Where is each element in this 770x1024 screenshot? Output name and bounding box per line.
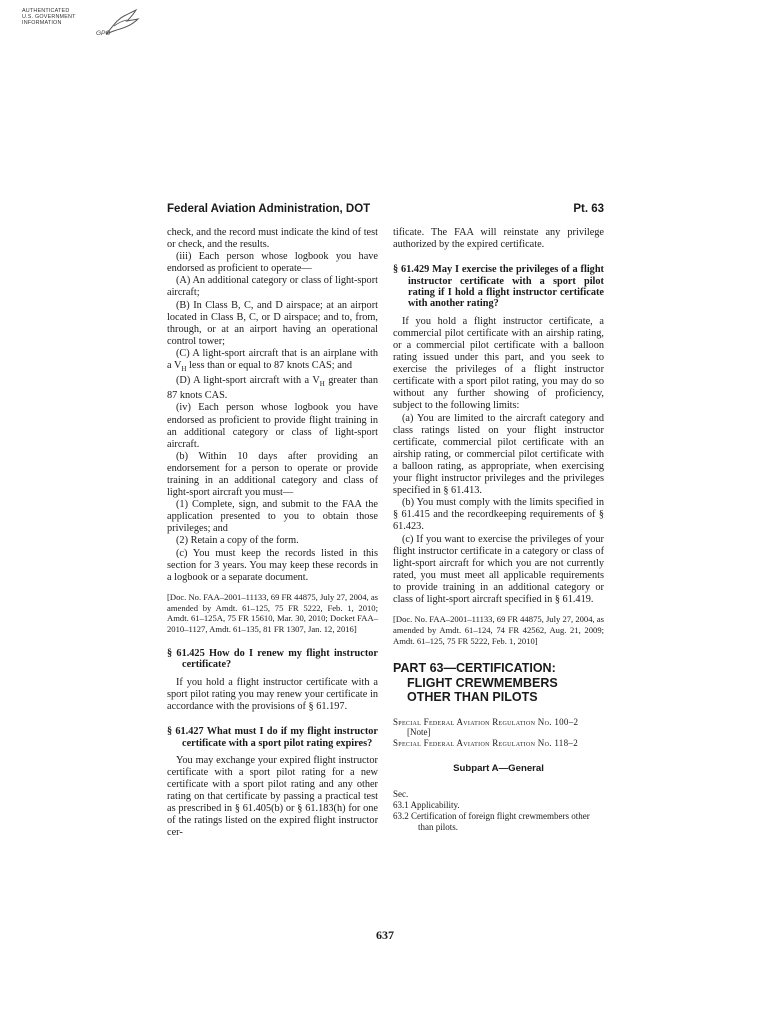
logo-text [22, 8, 76, 27]
sec-label: Sec. [393, 789, 409, 800]
section-heading: § 61.429 May I exercise the privileges of a flight instructor certificate with a sport pilot rating if I hold a flight instructor certificate with another rating? [393, 264, 604, 310]
paragraph: You may exchange your expired flight instructor certificate with a sport pilot rating for a new certificate with a sport pilot rating and any other rating on that certificate by passing a practical test as prescribed in § 61.405(b) or § 61.183(h) for one of the ratings listed on the expired flight instructor cer- [167, 754, 378, 839]
section-list [393, 789, 604, 832]
citation-note: [Doc. No. FAA–2001–11133, 69 FR 44875, July 27, 2004, as amended by Amdt. 61–125, 75 FR 5222, Feb. 1, 2010; Amdt. 61–125A, 75 FR 15610, Mar. 30, 2010; Docket FAA–2010–1127, Amdt. 61–135, 81 FR 1307, Jan. 12, 2016] [167, 591, 378, 635]
paragraph [167, 348, 378, 375]
page-number: 637 [376, 928, 394, 942]
paragraph: (2) Retain a copy of the form. [176, 535, 299, 547]
part-title: PART 63—CERTIFICATION: FLIGHT CREWMEMBERS OTHER THAN PILOTS [393, 661, 558, 705]
paragraph: (c) If you want to exercise the privileges of your flight instructor certificate in a category or class of light-sport aircraft for which you are not currently rated, you must meet all applicable requirements to provide training in an additional category or class of light-sport aircraft specified in § 61.419. [393, 533, 604, 605]
paragraph: (1) Complete, sign, and submit to the FAA the application presented to you to obtain those privileges; and [167, 499, 378, 535]
text-run: greater than 87 knots CAS. [167, 375, 378, 402]
gpo-authentication-logo [22, 8, 142, 44]
sfar-note: [Note] [407, 727, 431, 738]
paragraph: If you hold a flight instructor certificate, a commercial pilot certificate with an airship rating, or a commercial pilot certificate with a balloon rating issued under this part, and you seek to exercise the privileges of a flight instructor certificate with a sport pilot rating, you may do so without any further showing of proficiency, subject to the following limits: [393, 315, 604, 412]
sfar-reference [393, 717, 604, 739]
toc-item: 63.2 Certification of foreign flight crewmembers other than pilots. [393, 810, 590, 832]
paragraph: (iv) Each person whose logbook you have endorsed as proficient to provide flight training in an additional category or class of light-sport aircraft. [167, 402, 378, 450]
section-heading: § 61.425 How do I renew my flight instructor certificate? [167, 648, 378, 671]
paragraph: (b) Within 10 days after providing an endorsement for a person to operate or provide training in an additional category and class of light-sport aircraft you must— [167, 450, 378, 499]
paragraph [167, 375, 378, 402]
text-run: (D) A light-sport aircraft with a V [176, 375, 320, 387]
right-column [393, 227, 604, 832]
logo-line: AUTHENTICATED [22, 8, 70, 14]
paragraph: tificate. The FAA will reinstate any privilege authorized by the expired certificate. [393, 227, 604, 251]
subpart-heading: Subpart A—General [453, 763, 544, 775]
logo-line: U.S. GOVERNMENT [22, 14, 76, 21]
toc-item: 63.1 Applicability. [393, 799, 460, 810]
paragraph: (c) You must keep the records listed in this section for 3 years. You may keep these records in a logbook or a separate document. [167, 547, 378, 583]
sfar-title: Special Federal Aviation Regulation No. 100–2 [393, 716, 579, 727]
subscript: H [181, 365, 187, 374]
logo-line: INFORMATION [22, 20, 62, 27]
citation-note: [Doc. No. FAA–2001–11133, 69 FR 44875, July 27, 2004, as amended by Amdt. 61–124, 74 FR 42562, Aug. 21, 2009; Amdt. 61–125, 75 FR 5222, Feb. 1, 2010] [393, 614, 604, 646]
left-column [167, 227, 378, 840]
part-label: Pt. 63 [573, 203, 604, 215]
paragraph: (B) In Class B, C, and D airspace; at an airport located in Class B, C, or D airspace; and to, from, through, or at an airport having an operational control tower; [167, 299, 378, 347]
text-run: (C) A light-sport aircraft that is an airplane with a V [167, 347, 378, 372]
paragraph: (iii) Each person whose logbook you have endorsed as proficient to operate— [167, 251, 378, 275]
subscript: H [319, 380, 325, 389]
paragraph: (a) You are limited to the aircraft category and class ratings listed on your flight instructor certificate, commercial pilot certificate with an airship rating, or commercial pilot certificate with a balloon rating, as appropriate, when exercising your flight instructor privileges and the privileges specified in § 61.413. [393, 412, 604, 497]
sfar-reference [393, 738, 604, 749]
paragraph: (b) You must comply with the limits specified in § 61.415 and the recordkeeping requirements of § 61.423. [393, 497, 604, 533]
paragraph: (A) An additional category or class of light-sport aircraft; [167, 275, 378, 299]
paragraph: If you hold a flight instructor certificate with a sport pilot rating you may renew your certificate in accordance with the provisions of § 61.197. [167, 676, 378, 712]
sfar-title: Special Federal Aviation Regulation No. 118–2 [393, 738, 578, 749]
gpo-mark: GPO [96, 30, 111, 37]
text-run: less than or equal to 87 knots CAS; and [186, 360, 353, 372]
agency-title: Federal Aviation Administration, DOT [167, 203, 371, 215]
paragraph: check, and the record must indicate the kind of test or check, and the results. [167, 227, 378, 251]
section-heading: § 61.427 What must I do if my flight instructor certificate with a sport pilot rating expires? [167, 726, 378, 749]
